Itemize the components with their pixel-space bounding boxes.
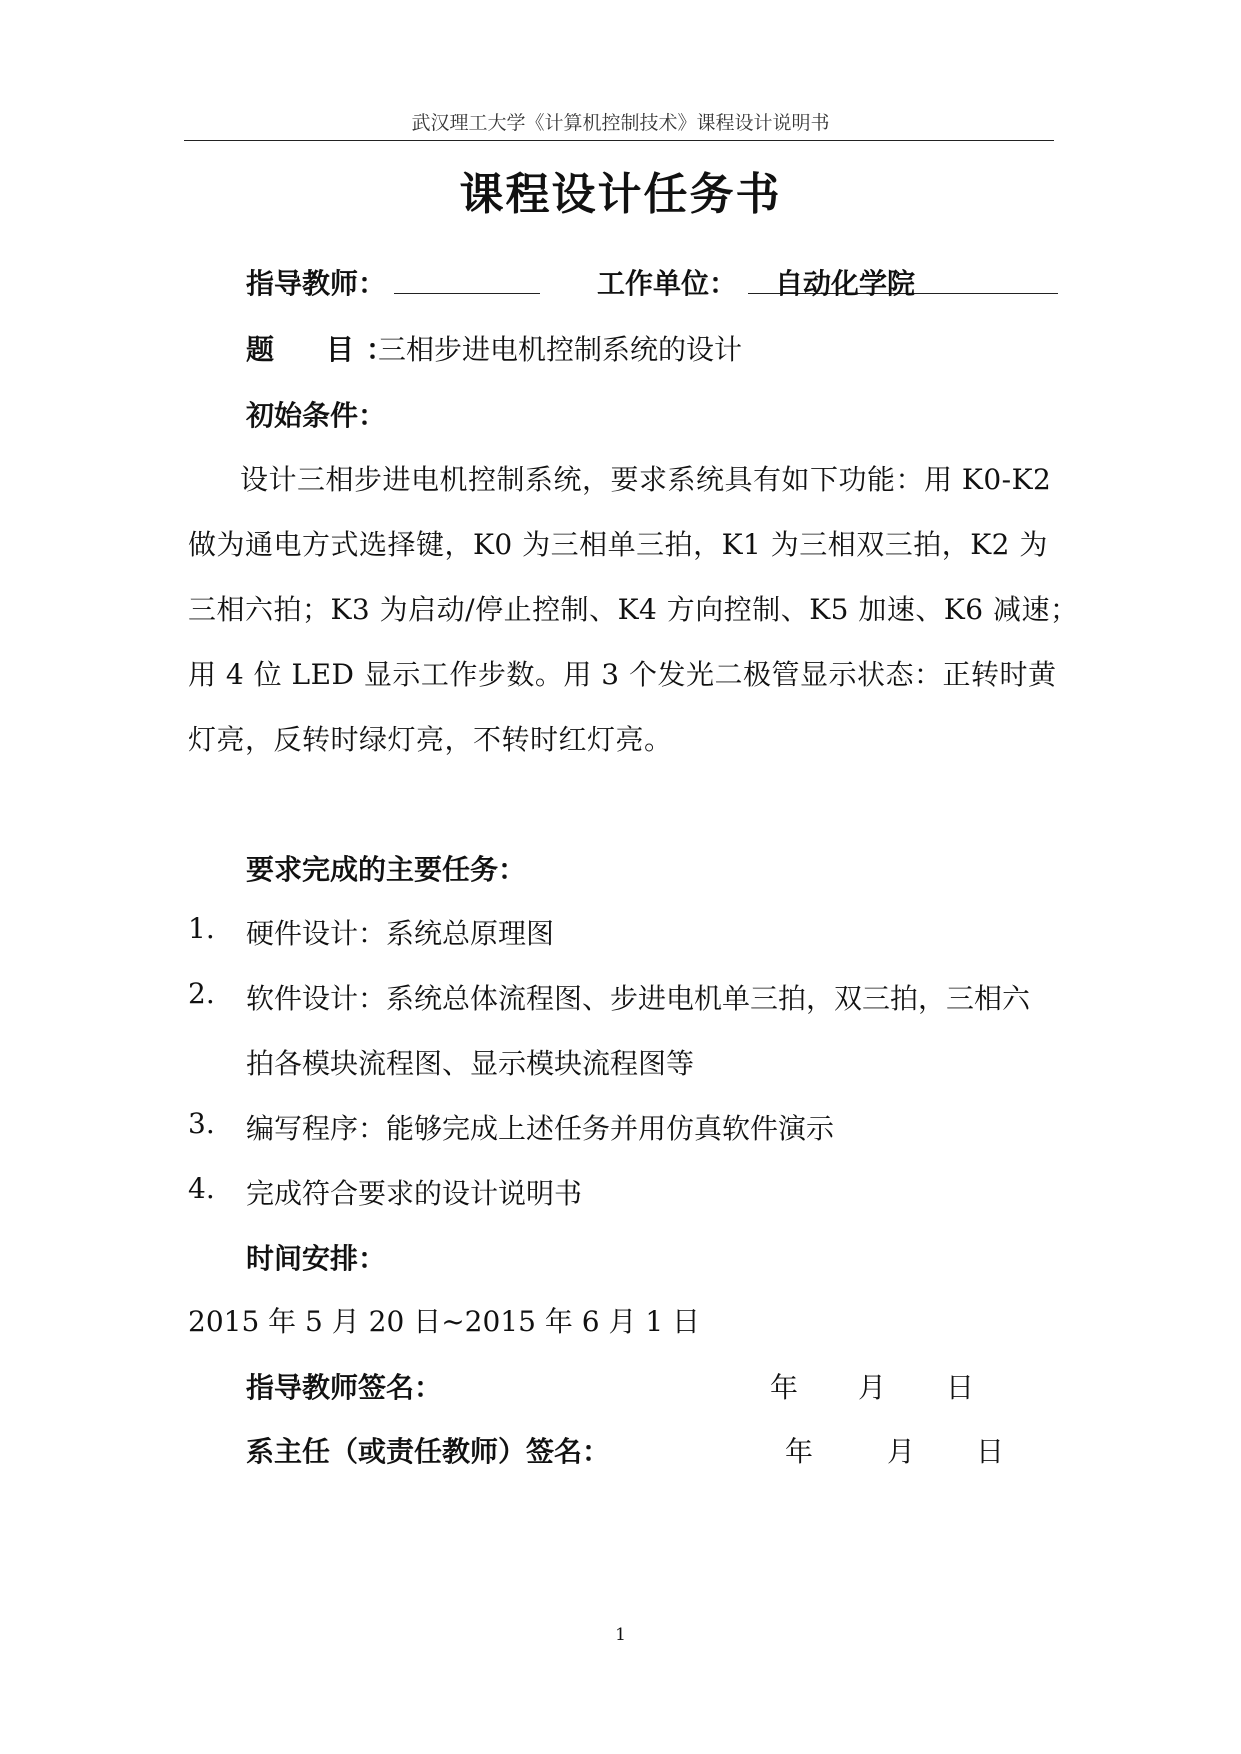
task-text-2-line-2: 拍各模块流程图、显示模块流程图等 xyxy=(246,1047,695,1080)
header-rule xyxy=(184,140,1054,141)
task-number-4: 4. xyxy=(188,1172,215,1205)
task-number-2: 2. xyxy=(188,977,215,1010)
task-number-1: 1. xyxy=(188,912,215,945)
tasks-heading: 要求完成的主要任务： xyxy=(246,853,527,886)
condition-line-1: 设计三相步进电机控制系统，要求系统具有如下功能：用 K0-K2 xyxy=(240,463,1052,496)
task-number-3: 3. xyxy=(188,1107,215,1140)
condition-line-3: 三相六拍；K3 为启动/停止控制、K4 方向控制、K5 加速、K6 减速； xyxy=(188,593,1079,626)
unit-label: 工作单位： xyxy=(597,267,738,300)
initial-conditions-heading: 初始条件： xyxy=(246,399,387,432)
director-signature-day: 日 xyxy=(976,1435,1005,1468)
task-text-4: 完成符合要求的设计说明书 xyxy=(246,1177,583,1210)
task-text-3: 编写程序：能够完成上述任务并用仿真软件演示 xyxy=(246,1112,835,1145)
director-signature-label: 系主任（或责任教师）签名： xyxy=(246,1435,611,1468)
schedule-heading: 时间安排： xyxy=(246,1242,387,1275)
director-signature-month: 月 xyxy=(887,1435,916,1468)
advisor-signature-month: 月 xyxy=(858,1371,887,1404)
task-text-1: 硬件设计：系统总原理图 xyxy=(246,917,555,950)
condition-line-4: 用 4 位 LED 显示工作步数。用 3 个发光二极管显示状态：正转时黄 xyxy=(188,658,1057,691)
advisor-signature-day: 日 xyxy=(946,1371,975,1404)
page-header: 武汉理工大学《计算机控制技术》课程设计说明书 xyxy=(411,112,830,134)
condition-line-2: 做为通电方式选择键，K0 为三相单三拍，K1 为三相双三拍，K2 为 xyxy=(188,528,1048,561)
topic-label: 题 目： xyxy=(246,333,407,366)
advisor-signature-label: 指导教师签名： xyxy=(246,1371,443,1404)
page-title: 课程设计任务书 xyxy=(459,169,782,220)
director-signature-year: 年 xyxy=(785,1435,814,1468)
topic-value: 三相步进电机控制系统的设计 xyxy=(378,333,743,366)
advisor-signature-year: 年 xyxy=(770,1371,799,1404)
page-number: 1 xyxy=(615,1625,626,1645)
task-text-2-line-1: 软件设计：系统总体流程图、步进电机单三拍，双三拍，三相六 xyxy=(246,982,1031,1015)
advisor-blank-line xyxy=(394,293,540,294)
unit-value: 自动化学院 xyxy=(775,267,916,300)
condition-line-5: 灯亮，反转时绿灯亮，不转时红灯亮。 xyxy=(188,723,673,756)
schedule-value: 2015 年 5 月 20 日~2015 年 6 月 1 日 xyxy=(188,1305,701,1338)
advisor-label: 指导教师： xyxy=(246,267,387,300)
